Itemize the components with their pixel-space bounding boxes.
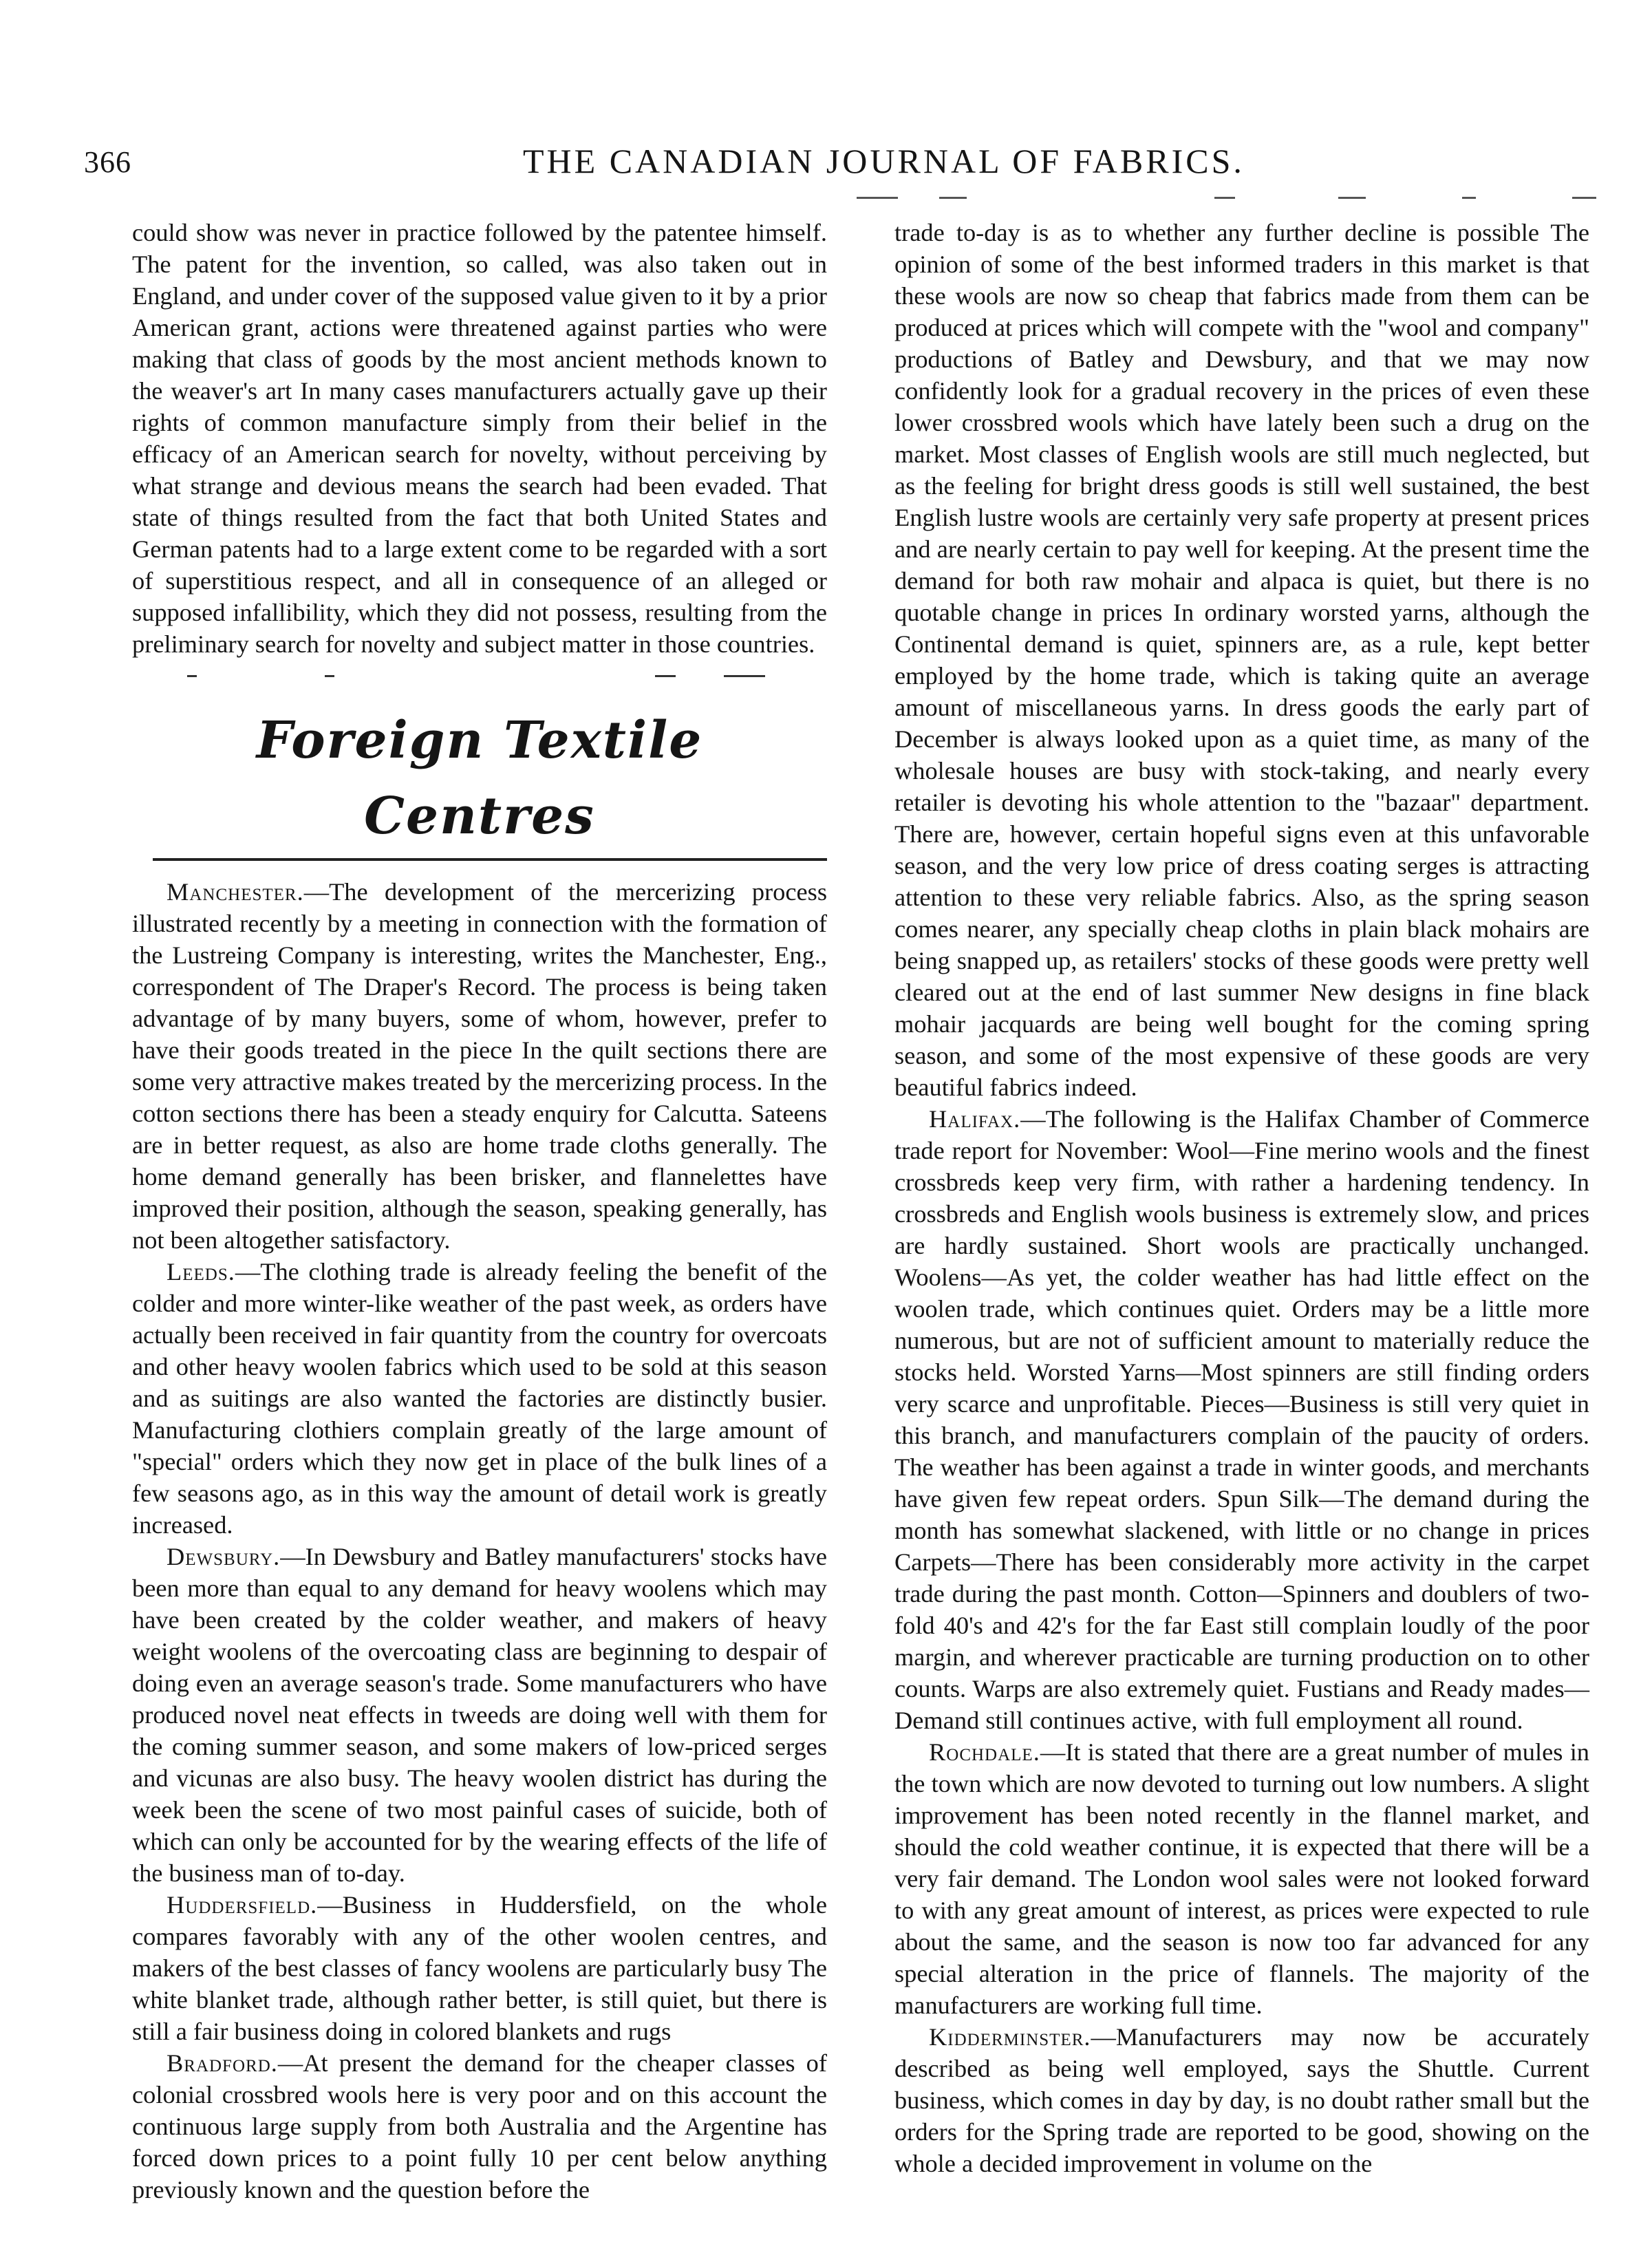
report-kidderminster — [894, 2021, 1589, 2179]
report-text: —The clothing trade is already feeling the benefit of the colder and more winter-like weather of the past week, as orders have actually been received in fair quantity from the country for overcoats and other heavy woolen fabrics which used to be sold at this season and as suitings are also wanted the factories are distinctly busier. Manufacturing clothiers complain greatly of the large amount of "special" orders which they now get in place of the bulk lines of a few seasons ago, as in this way the amount of detail work is greatly increased. — [132, 1258, 827, 1539]
report-leeds — [132, 1256, 827, 1541]
report-text: —It is stated that there are a great number of mules in the town which are now devoted to turning out low numbers. A slight improvement has been noted recently in the flannel market, and should the cold weather continue, it is expected that there will be a very fair demand. The London wool sales were not looked forward to with any great amount of interest, as prices were expected to rule about the same, and the season is now too far advanced for any special alteration in the price of flannels. The majority of the manufacturers are working full time. — [894, 1738, 1589, 2019]
place-name: Leeds. — [167, 1258, 235, 1285]
place-name: Bradford. — [167, 2049, 278, 2077]
right-column — [894, 217, 1589, 2179]
heading-rule — [153, 858, 827, 861]
report-halifax — [894, 1103, 1589, 1736]
place-name: Manchester. — [167, 878, 304, 906]
report-text: —The development of the mercerizing process illustrated recently by a meeting in connection with the formation of the Lustreing Company is interesting, writes the Manchester, Eng., correspondent of The Draper's Record. The process is being taken advantage of by many buyers, some of whom, however, prefer to have their goods treated in the piece In the quilt sections there are some very attractive makes treated by the mercerizing process. In the cotton sections there has been a steady enquiry for Calcutta. Sateens are in better request, as also are home trade cloths generally. The home demand generally has been brisker, and flannelettes have improved their position, although the season, speaking generally, has not been altogether satisfactory. — [132, 878, 827, 1254]
report-rochdale — [894, 1736, 1589, 2021]
place-name: Dewsbury. — [167, 1543, 281, 1570]
report-text: —The following is the Halifax Chamber of Commerce trade report for November: Wool—Fine merino wools and the finest crossbreds keep very firm, with rather a hardening tendency. In crossbreds and English wools business is extremely slow, and prices are hardly sustained. Short wools are practically unchanged. Woolens—As yet, the colder weather has had little effect on the woolen trade, which continues quiet. Orders may be a little more numerous, but are not of sufficient amount to materially reduce the stocks held. Worsted Yarns—Most spinners are still finding orders very scarce and unprofitable. Pieces—Business is still very quiet in this branch, and manufacturers complain of the paucity of orders. The weather has been against a trade in winter goods, and merchants have given few repeat orders. Spun Silk—The demand during the month has somewhat slackened, with little or no change in prices Carpets—There has been considerably more activity in the carpet trade during the past month. Cotton—Spinners and doublers of two-fold 40's and 42's for the far East still complain loudly of the poor margin, and wherever practicable are turning production on to other counts. Warps are also extremely quiet. Fustians and Ready mades—Demand still continues active, with full employment all round. — [894, 1105, 1589, 1734]
page-number: 366 — [84, 145, 131, 179]
place-name: Huddersfield. — [167, 1891, 318, 1919]
report-dewsbury — [132, 1541, 827, 1889]
place-name: Kidderminster. — [929, 2023, 1091, 2051]
journal-title: THE CANADIAN JOURNAL OF FABRICS. — [523, 142, 1245, 180]
report-huddersfield — [132, 1889, 827, 2047]
section-divider — [132, 667, 827, 694]
left-column — [132, 217, 827, 2206]
header-rule — [857, 197, 1607, 198]
report-manchester — [132, 876, 827, 1256]
report-text: —In Dewsbury and Batley manufacturers' stocks have been more than equal to any demand for heavy woolens which may have been created by the colder weather, and makers of heavy weight woolens of the overcoating class are beginning to despair of doing even an average season's trade. Some manufacturers who have produced novel neat effects in tweeds are doing well with them for the coming summer season, and some makers of low-priced serges and vicunas are also busy. The heavy woolen district has during the week been the scene of two most painful cases of suicide, both of which can only be accounted for by the wearing effects of the life of the business man of to-day. — [132, 1543, 827, 1887]
report-text: —At present the demand for the cheaper classes of colonial crossbred wools here is very poor and on this account the continuous large supply from both Australia and the Argentine has forced down prices to a point fully 10 per cent below anything previously known and the question before the — [132, 2049, 827, 2203]
section-heading: Foreign Textile Centres — [256, 711, 703, 846]
report-text: —Manufacturers may now be accurately described as being well employed, says the Shuttle. Current business, which comes in day by day, is no doubt rather small but the orders for the Spring trade are reported to be good, showing on the whole a decided improvement in volume on the — [894, 2023, 1589, 2177]
place-name: Rochdale. — [929, 1738, 1040, 1766]
place-name: Halifax. — [929, 1105, 1021, 1133]
report-text: —Business in Huddersfield, on the whole compares favorably with any of the other woolen centres, and makers of the best classes of fancy woolens are particularly busy The white blanket trade, although rather better, is still quiet, but there is still a fair business doing in colored blankets and rugs — [132, 1891, 827, 2045]
intro-paragraph: could show was never in practice followed by the patentee himself. The patent for the invention, so called, was also taken out in England, and under cover of the supposed value given to it by a prior American grant, actions were threatened against parties who were making that class of goods by the most ancient methods known to the weaver's art In many cases manufacturers actually gave up their rights of common manufacture simply from their belief in the efficacy of an American search for novelty, without perceiving by what strange and devious means the search had been evaded. That state of things resulted from the fact that both United States and German patents had to a large extent come to be regarded with a sort of superstitious respect, and all in consequence of an alleged or supposed infallibility, which they did not possess, resulting from the preliminary search for novelty and subject matter in those countries. — [132, 219, 827, 658]
report-bradford — [132, 2047, 827, 2206]
bradford-continuation: trade to-day is as to whether any further decline is possible The opinion of some of the best informed traders in this market is that these wools are now so cheap that fabrics made from them can be produced at prices which will compete with the "wool and company" productions of Batley and Dewsbury, and that we may now confidently look for a gradual recovery in the prices of even these lower crossbred wools which have lately been such a drug on the market. Most classes of English wools are still much neglected, but as the feeling for bright dress goods is still well sustained, the best English lustre wools are certainly very safe property at present prices and are nearly certain to pay well for keeping. At the present time the demand for both raw mohair and alpaca is quiet, but there is no quotable change in prices In ordinary worsted yarns, although the Continental demand is quiet, spinners are, as a rule, kept better employed by the home trade, which is taking quite an average amount of miscellaneous yarns. In dress goods the early part of December is always looked upon as a quiet time, as many of the wholesale houses are busy with stock-taking, and nearly every retailer is devoting his whole attention to the "bazaar" department. There are, however, certain hopeful signs even at this unfavorable season, and the very low price of dress coating serges is attracting attention to these very reliable fabrics. Also, as the spring season comes nearer, any specially cheap cloths in plain black mohairs are being snapped up, as retailers' stocks of these goods were pretty well cleared out at the end of last summer New designs in fine black mohair jacquards are being well bought for the coming spring season, and some of the most expensive of these goods are very beautiful fabrics indeed. — [894, 219, 1589, 1101]
